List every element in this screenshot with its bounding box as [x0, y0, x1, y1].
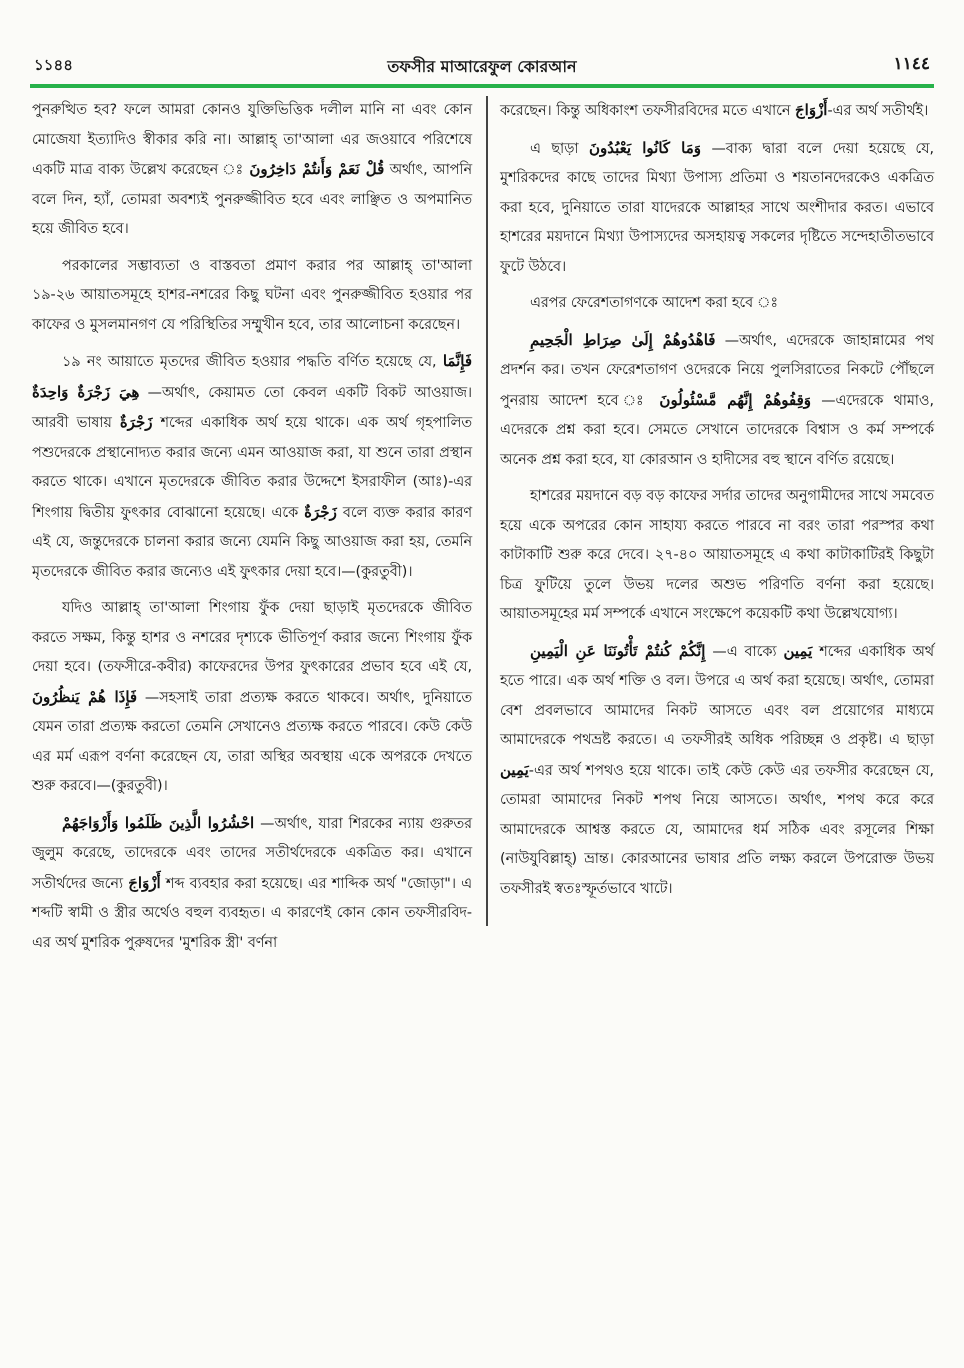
text-run: এরপর ফেরেশতাগণকে আদেশ করা হবে ঃ: [530, 295, 779, 311]
text-run: —এদেরকে থামাও, এদেরকে প্রশ্ন করা হবে। সেমতে সেখানে তাদেরকে বিশ্বাস ও কর্ম সম্পর্কে অনেক প্রশ্ন করা হবে, যা কোরআন ও হাদীসের বহু স্থানে বর্ণিত রয়েছে।: [500, 392, 934, 468]
text-run: শব্দ ব্যবহার করা হয়েছে। এর শাব্দিক অর্থ "জোড়া"। এ শব্দটি স্বামী ও স্ত্রীর অর্থেও বহুল ব্যবহৃত। এ কারণেই কোন কোন তফসীরবিদ-এর অর্থ মুশরিক পুরুষদের 'মুশরিক স্ত্রী' বর্ণনা: [32, 875, 472, 951]
paragraph: [500, 289, 934, 319]
paragraph: [32, 809, 472, 959]
header-rule: [30, 84, 934, 88]
text-run: বলে ব্যক্ত করার কারণ এই যে, জন্তুদেরকে চালনা করার জন্যে যেমনি কিছু আওয়াজ করা হয়, তেমনি মৃতদেরকে জীবিত করার জন্যেও এই ফুৎকার দেয়া হবে।—(কুরতুবী)।: [32, 504, 473, 580]
arabic-phrase: احْشُرُوا الَّذِينَ ظَلَمُوا وَأَزْوَاجَهُمْ: [62, 813, 255, 832]
paragraph: [500, 326, 934, 476]
text-run: করেছেন। কিন্তু অধিকাংশ তফসীরবিদের মতে এখানে: [500, 103, 795, 119]
arabic-phrase: زَجْرَةٌ: [119, 413, 153, 431]
arabic-phrase: وَقِفُوهُمْ إِنَّهُم مَّسْئُولُونَ: [659, 390, 812, 409]
arabic-phrase: أَزْوَاجَ: [794, 101, 828, 119]
text-run: ১৯ নং আয়াতে মৃতদের জীবিত হওয়ার পদ্ধতি বর্ণিত হয়েছে যে,: [62, 354, 443, 370]
paragraph: [500, 134, 934, 283]
paragraph: [500, 96, 934, 127]
arabic-phrase: يَمِين: [500, 760, 529, 779]
arabic-phrase: فَإِذَا هُمْ يَنظُرُونَ: [32, 687, 138, 706]
arabic-phrase: يَمِين: [783, 641, 813, 660]
arabic-phrase: أَزْوَاجَ: [128, 873, 161, 892]
text-run: শব্দের একাধিক অর্থ হতে পারে। এক অর্থ শক্তি ও বল। উপরে এ অর্থ করা হয়েছে। অর্থাৎ, তোমরা বেশ প্রবলভাবে আমাদের নিকট আসতে এবং বল প্রয়োগের মাধ্যমে আমাদেরকে পথভ্রষ্ট করতে। এ তফসীরই অধিক পরিচ্ছন্ন ও প্রকৃষ্ট। এ ছাড়া: [500, 643, 934, 748]
paragraph: [32, 96, 472, 245]
text-run: যদিও আল্লাহ্ তা'আলা শিংগায় ফুঁক দেয়া ছাড়াই মৃতদেরকে জীবিত করতে সক্ষম, কিন্তু হাশর ও নশরের দৃশ্যকে ভীতিপূর্ণ করার জন্যে শিংগায় ফুঁক দেয়া হবে। (তফসীরে-কবীর) কাফেরদের উপর ফুৎকারের প্রভাব হবে এই যে,: [32, 600, 472, 675]
text-run: —অর্থাৎ, এদেরকে জাহান্নামের পথ প্রদর্শন কর। তখন ফেরেশতাগণ ওদেরকে নিয়ে পুলসিরাতের নিকটে পৌঁছলে পুনরায় আদেশ হবে ঃ: [500, 332, 935, 409]
text-run: —এ বাক্যে: [705, 643, 784, 660]
text-run: এ ছাড়া: [530, 140, 589, 157]
running-title: তফসীর মাআরেফুল কোরআন: [387, 57, 577, 76]
text-run: -এর অর্থ শপথও হয়ে থাকে। তাই কেউ কেউ এর তফসীর করেছেন যে, তোমরা আমাদের নিকট শপথ নিয়ে আসতে। অর্থাৎ, শপথ করে করে আমাদেরকে আশ্বস্ত করতে যে, আমাদের ধর্ম সঠিক এবং রসূলের শিক্ষা (নাউযুবিল্লাহ্) ভ্রান্ত। কোরআনের ভাষার প্রতি লক্ষ্য করলে উপরোক্ত উভয় তফসীরই স্বতঃস্ফূর্তভাবে খাটে।: [500, 762, 934, 897]
arabic-phrase: فَاهْدُوهُمْ إِلَىٰ صِرَاطِ الْجَحِيمِ: [530, 330, 716, 349]
arabic-phrase: فَإِنَّمَا هِيَ زَجْرَةٌ وَاحِدَةٌ: [32, 352, 472, 401]
paragraph: [32, 594, 472, 802]
left-column: [32, 96, 472, 965]
page-number-bengali: ১১৪৪: [34, 56, 73, 74]
text-run: শব্দের একাধিক অর্থ হয়ে থাকে। এক অর্থ গৃহপালিত পশুদেরকে প্রস্থানোদ্যত করার জন্যে এমন আওয়াজ করা, যা শুনে তারা প্রস্থান করতে থাকে। এখানে মৃতদেরকে জীবিত করার উদ্দেশে ইসরাফীল (আঃ)-এর শিংগায় দ্বিতীয় ফুৎকার বোঝানো হয়েছে। একে: [32, 415, 472, 521]
arabic-phrase: وَمَا كَانُوا يَعْبُدُونَ: [589, 138, 702, 157]
text-run: —অর্থাৎ, কেয়ামত তো কেবল একটি বিকট আওয়াজ। আরবী ভাষায়: [32, 384, 472, 431]
page-header: [30, 54, 934, 84]
text-run: —বাক্য দ্বারা বলে দেয়া হয়েছে যে, মুশরিকদের কাছে তাদের মিথ্যা উপাস্য প্রতিমা ও শয়তানদেরকেও একত্রিত করা হবে, দুনিয়াতে তারা যাদেরকে আল্লাহর সাথে অংশীদার করত। এভাবে হাশরের ময়দানে মিথ্যা উপাস্যদের অসহায়ত্ব সকলের দৃষ্টিতে সন্দেহাতীতভাবে ফুটে উঠবে।: [500, 140, 934, 275]
text-run: অর্থাৎ, আপনি বলে দিন, হ্যাঁ, তোমরা অবশ্যই পুনরুজ্জীবিত হবে এবং লাঞ্ছিত ও অপমানিত হয়ে জীবিত হবে।: [32, 162, 473, 237]
text-run: —অর্থাৎ, যারা শিরকের ন্যায় গুরুতর জুলুম করেছে, তাদেরকে এবং তাদের সতীর্থদেরকে একত্রিত কর। এখানে সতীর্থদের জন্যে: [32, 815, 472, 892]
arabic-phrase: إِنَّكُمْ كُنتُمْ تَأْتُونَنَا عَنِ الْيَمِينِ: [530, 641, 706, 660]
page-number-arabic: ١١٤٤: [893, 54, 930, 74]
column-divider: [486, 96, 488, 926]
text-run: -এর অর্থ সতীর্থই।: [827, 103, 929, 119]
paragraph: [500, 637, 934, 905]
text-run: হাশরের ময়দানে বড় বড় কাফের সর্দার তাদের অনুগামীদের সাথে সমবেত হয়ে একে অপরের কোন সাহায্য করতে পারবে না বরং তারা পরস্পর কথা কাটাকাটি শুরু করে দেবে। ২৭-৪০ আয়াতসমূহে এ কথা কাটাকাটিরই কিছুটা চিত্র ফুটিয়ে তুলে উভয় দলের অশুভ পরিণতি বর্ণনা করা হয়েছে। আয়াতসমূহের মর্ম সম্পর্কে এখানে সংক্ষেপে কয়েকটি কথা উল্লেখযোগ্য।: [500, 488, 934, 622]
text-run: —সহসাই তারা প্রত্যক্ষ করতে থাকবে। অর্থাৎ, দুনিয়াতে যেমন তারা প্রত্যক্ষ করতো তেমনি সেখানেও প্রত্যক্ষ করতে পারবে। কেউ কেউ এর মর্ম এরূপ বর্ণনা করেছেন যে, তারা অস্থির অবস্থায় একে অপরকে দেখতে শুরু করবে।—(কুরতুবী)।: [32, 689, 472, 794]
text-run: পরকালের সম্ভাব্যতা ও বাস্তবতা প্রমাণ করার পর আল্লাহ্ তা'আলা ১৯-২৬ আয়াতসমূহে হাশর-নশরের কিছু ঘটনা এবং পুনরুজ্জীবিত হওয়ার পর কাফের ও মুসলমানগণ যে পরিস্থিতির সম্মুখীন হবে, তার আলোচনা করেছেন।: [32, 257, 472, 333]
arabic-phrase: قُلْ نَعَمْ وَأَنتُمْ دَاخِرُونَ: [249, 160, 385, 178]
paragraph: [500, 482, 934, 630]
text-run: পুনরুত্থিত হব? ফলে আমরা কোনও যুক্তিভিত্তিক দলীল মানি না এবং কোন মোজেযা ইত্যাদিও স্বীকার করি না। আল্লাহ্ তা'আলা এর জওয়াবে পরিশেষে একটি মাত্র বাক্য উল্লেখ করেছেন ঃ: [32, 102, 472, 178]
right-column: [500, 96, 934, 911]
paragraph: [32, 252, 472, 341]
paragraph: [32, 347, 472, 587]
arabic-phrase: زَجْرَةٌ: [304, 502, 337, 521]
